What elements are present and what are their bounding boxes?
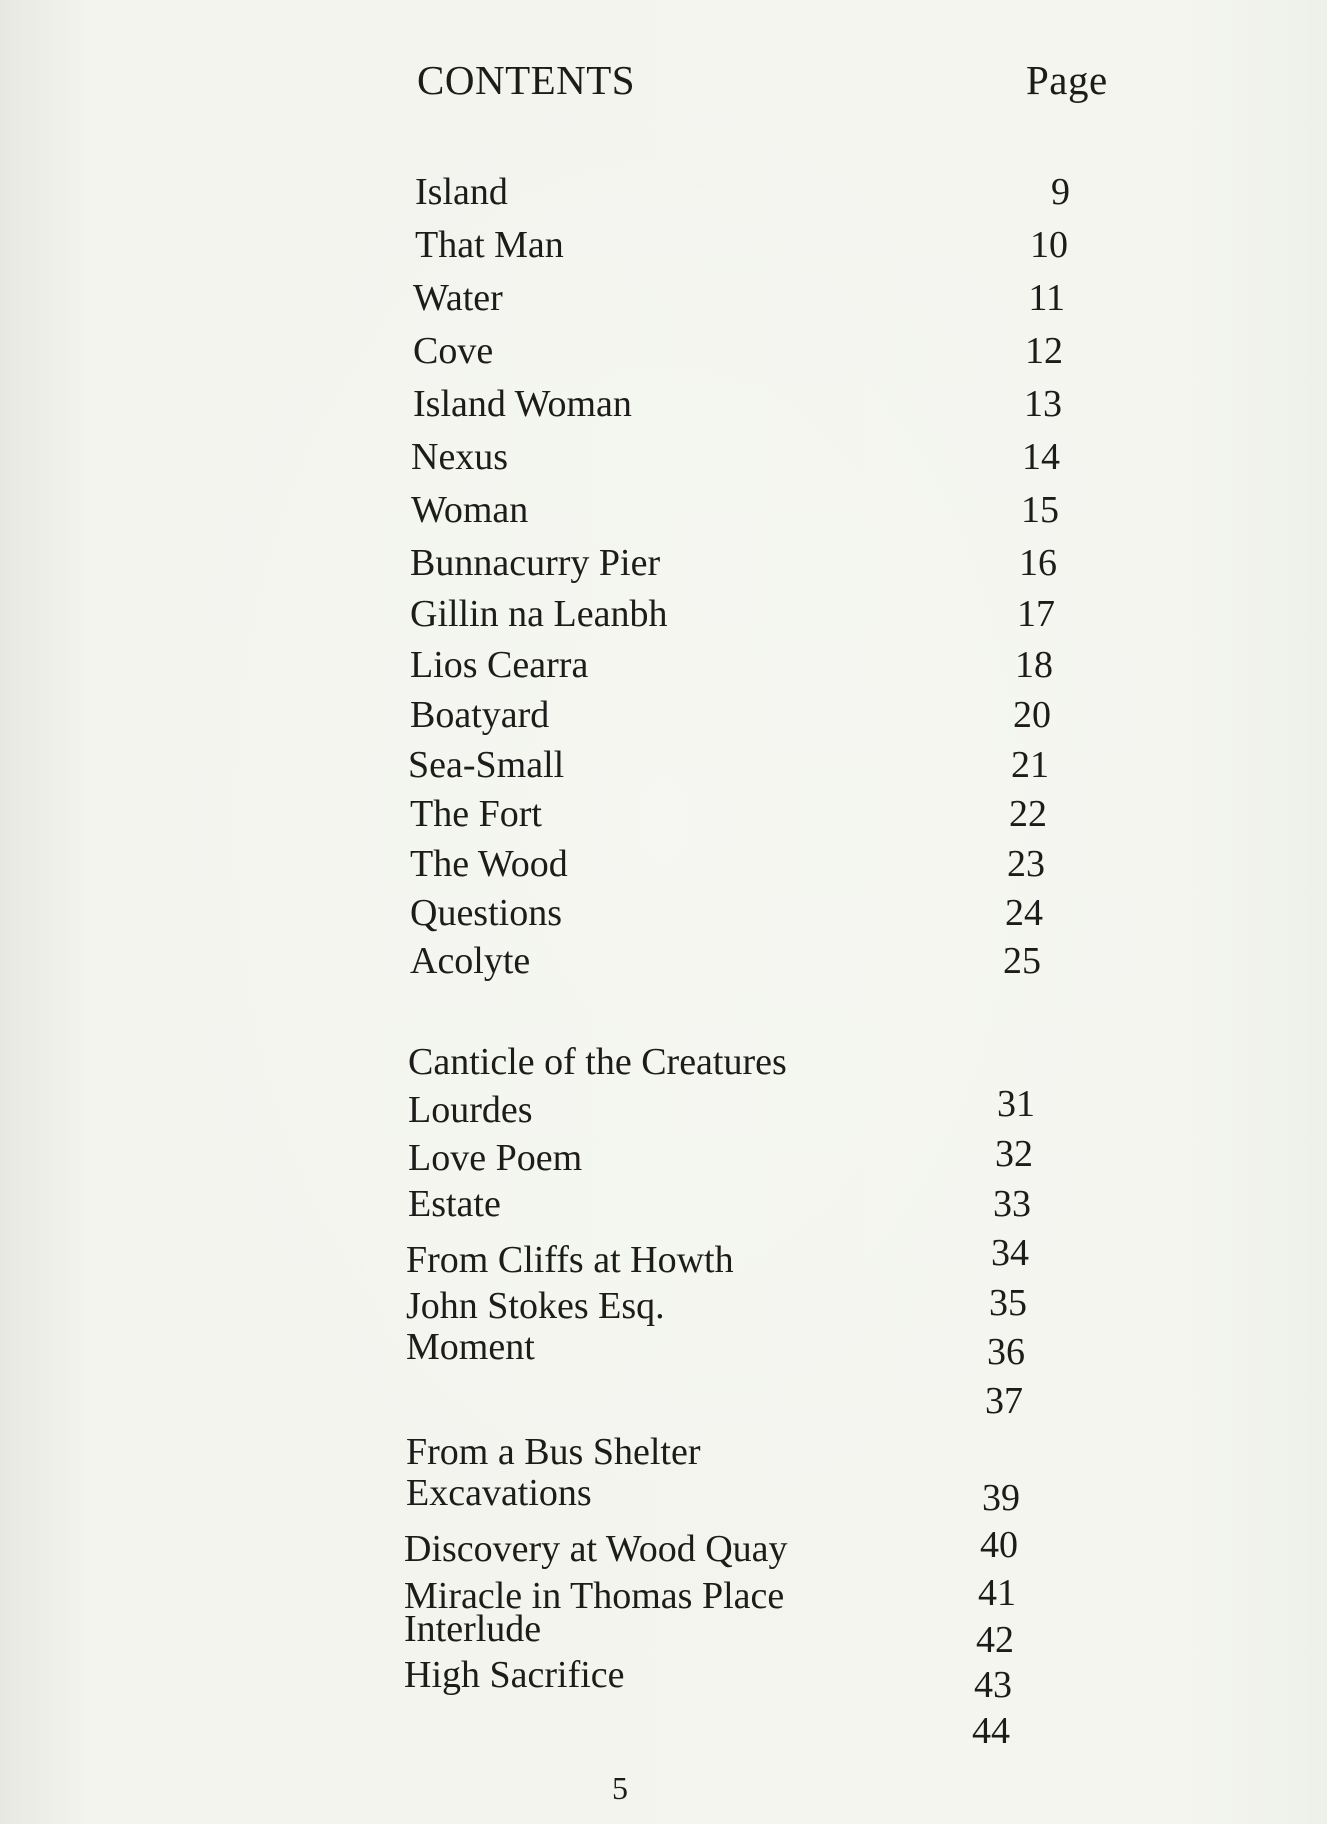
entry-page: 11	[1028, 277, 1065, 319]
entry-page: 41	[978, 1572, 1016, 1614]
entry-title: Woman	[411, 489, 529, 531]
entry-title: Sea-Small	[408, 744, 565, 786]
contents-entry	[0, 483, 1327, 537]
entry-page: 44	[972, 1710, 1010, 1752]
entry-title: Acolyte	[410, 940, 531, 982]
entry-title: Nexus	[411, 436, 509, 478]
entry-title: That Man	[415, 224, 564, 266]
contents-entry	[0, 787, 1327, 841]
contents-entry	[0, 837, 1327, 891]
entry-page: 35	[989, 1282, 1027, 1324]
entry-title: Discovery at Wood Quay	[404, 1528, 788, 1570]
entry-page: 13	[1024, 383, 1062, 425]
contents-entry	[0, 218, 1327, 272]
entry-page: 18	[1015, 644, 1053, 686]
contents-entry	[0, 377, 1327, 431]
contents-entry	[0, 536, 1327, 590]
entry-page: 14	[1022, 436, 1060, 478]
entry-title: Island	[415, 171, 508, 213]
entry-page: 32	[995, 1133, 1033, 1175]
contents-entry	[0, 886, 1327, 940]
contents-entry	[0, 165, 1327, 219]
entry-page: 12	[1025, 330, 1063, 372]
entry-page: 43	[974, 1664, 1012, 1706]
entry-title: The Wood	[410, 843, 568, 885]
contents-entry	[0, 638, 1327, 692]
entry-title: From Cliffs at Howth	[406, 1239, 734, 1281]
entry-page: 39	[982, 1477, 1020, 1519]
contents-entry	[0, 271, 1327, 325]
entry-page: 21	[1011, 744, 1049, 786]
entry-title: Questions	[410, 892, 562, 934]
entry-title: Moment	[406, 1326, 535, 1368]
entry-page: 24	[1005, 892, 1043, 934]
entry-title: Bunnacurry Pier	[410, 542, 661, 584]
contents-entry	[0, 688, 1327, 742]
entry-page: 25	[1003, 940, 1041, 982]
entry-page: 33	[993, 1183, 1031, 1225]
entry-page: 20	[1013, 694, 1051, 736]
entry-page: 31	[997, 1083, 1035, 1125]
entry-page: 42	[976, 1619, 1014, 1661]
entry-title: Island Woman	[413, 383, 632, 425]
contents-entry	[0, 587, 1327, 641]
entry-title: Canticle of the Creatures	[408, 1041, 787, 1083]
entry-title: High Sacrifice	[404, 1654, 625, 1696]
entry-page: 37	[985, 1380, 1023, 1422]
entry-page: 15	[1021, 489, 1059, 531]
page-number: 5	[612, 1770, 628, 1806]
entry-page: 23	[1007, 843, 1045, 885]
contents-entry	[0, 324, 1327, 378]
entry-title: Interlude	[404, 1608, 542, 1650]
entry-title: From a Bus Shelter	[406, 1431, 701, 1473]
entry-page: 10	[1030, 224, 1068, 266]
contents-entry	[0, 738, 1327, 792]
entry-title: Cove	[413, 330, 494, 372]
entry-title: Lourdes	[408, 1089, 533, 1131]
entry-title: John Stokes Esq.	[406, 1285, 665, 1327]
entry-title: Miracle in Thomas Place	[404, 1575, 785, 1617]
entry-title: The Fort	[410, 793, 542, 835]
entry-page: 22	[1009, 793, 1047, 835]
entry-page: 40	[980, 1524, 1018, 1566]
entry-page: 34	[991, 1232, 1029, 1274]
entry-title: Estate	[408, 1183, 501, 1225]
contents-entry	[0, 934, 1327, 988]
contents-entry	[0, 1320, 1327, 1422]
entry-title: Water	[413, 277, 503, 319]
contents-entry	[0, 430, 1327, 484]
entry-page: 36	[987, 1331, 1025, 1373]
entry-title: Love Poem	[408, 1137, 583, 1179]
contents-heading: CONTENTS	[417, 57, 636, 103]
entry-page: 9	[1051, 171, 1070, 213]
entry-title: Gillin na Leanbh	[410, 593, 668, 635]
page-column-heading: Page	[1026, 57, 1108, 103]
entry-title: Boatyard	[410, 694, 550, 736]
entry-page: 17	[1017, 593, 1055, 635]
entry-title: Excavations	[406, 1472, 592, 1514]
entry-page: 16	[1019, 542, 1057, 584]
entry-title: Lios Cearra	[410, 644, 589, 686]
contents-entry	[0, 1648, 1327, 1752]
